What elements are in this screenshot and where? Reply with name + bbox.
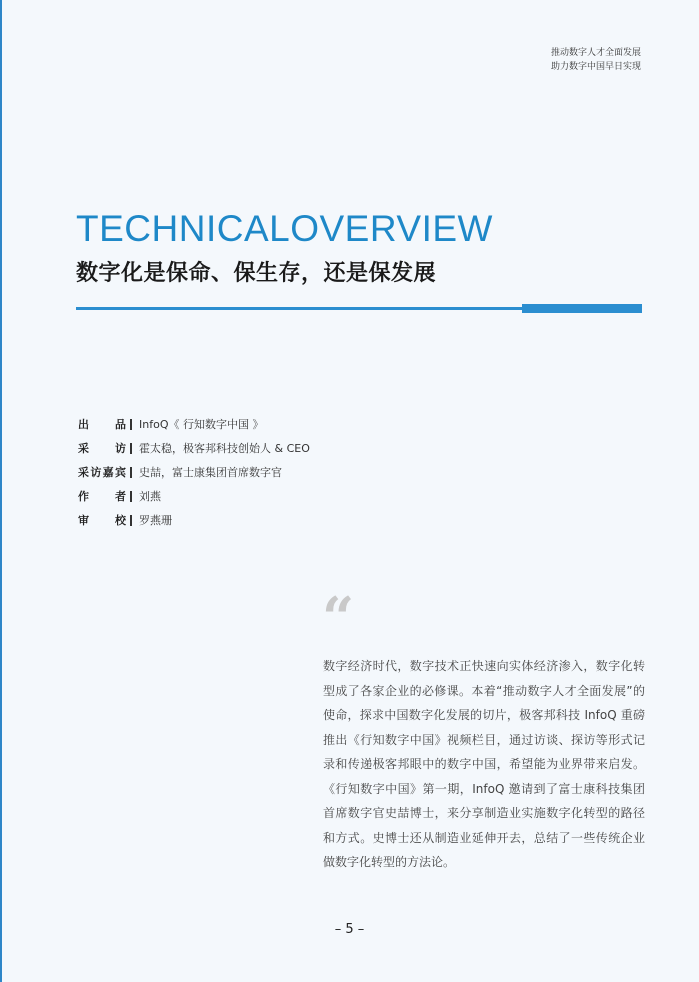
english-title: TECHNICALOVERVIEW: [76, 208, 493, 249]
credit-separator: [130, 419, 132, 430]
quote-icon: “: [322, 585, 355, 651]
credit-label: 审校: [78, 514, 126, 527]
credit-row: [78, 508, 310, 532]
credit-value: 罗燕珊: [139, 514, 172, 527]
credit-separator: [130, 491, 132, 502]
credit-separator: [130, 515, 132, 526]
credit-row: [78, 484, 310, 508]
header-tagline: [551, 46, 641, 74]
credits-list: [78, 412, 310, 532]
credit-value: 史喆，富士康集团首席数字官: [139, 466, 282, 479]
credit-row: [78, 436, 310, 460]
chinese-title: 数字化是保命、保生存，还是保发展: [76, 261, 437, 286]
page-edge-stripe: [0, 0, 2, 982]
credit-value: InfoQ《 行知数字中国 》: [139, 418, 264, 431]
credit-label: 采访嘉宾: [78, 466, 126, 479]
credit-value: 刘燕: [139, 490, 161, 503]
credit-separator: [130, 443, 132, 454]
page-number: – 5 –: [334, 922, 365, 937]
credit-row: [78, 412, 310, 436]
title-underline-accent: [522, 304, 642, 313]
title-underline: [76, 307, 522, 310]
credit-row: [78, 460, 310, 484]
credit-label: 出品: [78, 418, 126, 431]
credit-value: 霍太稳，极客邦科技创始人 & CEO: [139, 442, 310, 455]
tagline-line-2: 助力数字中国早日实现: [550, 62, 641, 72]
tagline-line-1: 推动数字人才全面发展: [550, 48, 641, 58]
credit-label: 作者: [78, 490, 126, 503]
intro-paragraph: 数字经济时代，数字技术正快速向实体经济渗入，数字化转型成了各家企业的必修课。本着“推动数字人才全面发展”的使命，探求中国数字化发展的切片，极客邦科技 InfoQ 重磅推出《行知数字中国》视频栏目，通过访谈、探访等形式记录和传递极客邦眼中的数字中国，希望能为业界带来启发。《行知数字中国》第一期，InfoQ 邀请到了富士康科技集团首席数字官史喆博士，来分享制造业实施数字化转型的路径和方式。史博士还从制造业延伸开去，总结了一些传统企业做数字化转型的方法论。: [323, 659, 645, 869]
credit-separator: [130, 467, 132, 478]
credit-label: 采访: [78, 442, 126, 455]
